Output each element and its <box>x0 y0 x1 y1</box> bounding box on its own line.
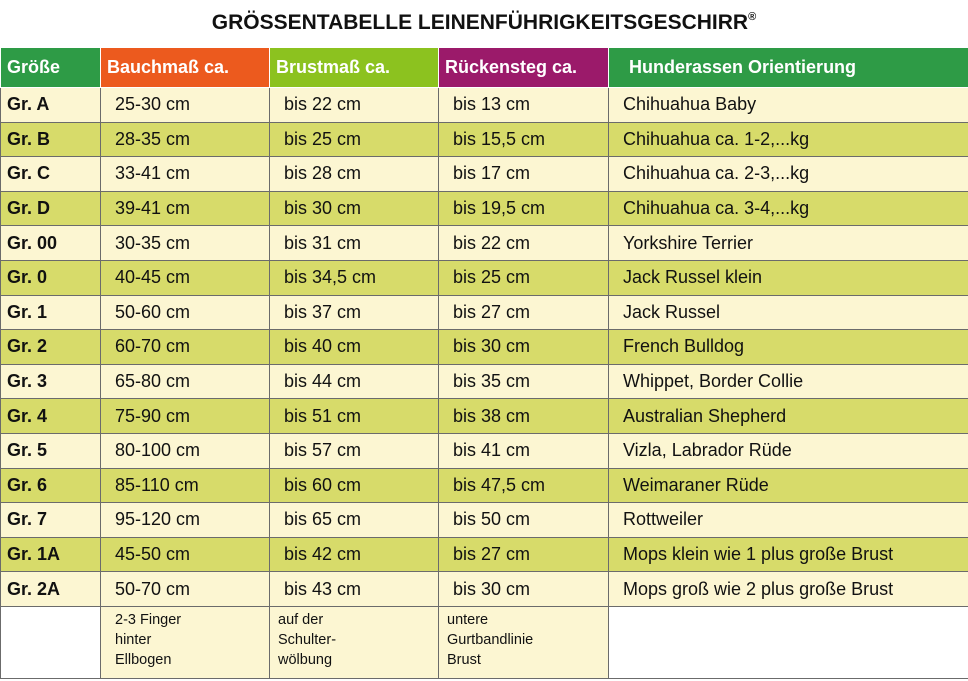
cell-belly: 50-60 cm <box>101 295 270 330</box>
cell-breed: Yorkshire Terrier <box>609 226 968 261</box>
cell-chest: bis 65 cm <box>270 503 439 538</box>
note-belly <box>101 606 270 678</box>
page-title <box>0 2 968 42</box>
cell-back: bis 47,5 cm <box>439 468 609 503</box>
cell-size: Gr. 3 <box>1 364 101 399</box>
cell-chest: bis 60 cm <box>270 468 439 503</box>
cell-breed: Chihuahua ca. 2-3,...kg <box>609 157 968 192</box>
cell-belly: 28-35 cm <box>101 122 270 157</box>
cell-breed: Chihuahua ca. 3-4,...kg <box>609 191 968 226</box>
table-row <box>1 191 968 226</box>
table-row <box>1 88 968 123</box>
cell-back: bis 27 cm <box>439 537 609 572</box>
cell-belly: 80-100 cm <box>101 433 270 468</box>
cell-size: Gr. A <box>1 88 101 123</box>
table-row <box>1 364 968 399</box>
note-line: auf der <box>278 611 324 628</box>
notes-empty-cell <box>609 606 968 678</box>
table-row <box>1 295 968 330</box>
cell-belly: 65-80 cm <box>101 364 270 399</box>
table-row <box>1 572 968 607</box>
note-line: Brust <box>447 651 481 668</box>
cell-size: Gr. D <box>1 191 101 226</box>
notes-row <box>1 606 968 678</box>
cell-back: bis 35 cm <box>439 364 609 399</box>
cell-back: bis 19,5 cm <box>439 191 609 226</box>
table-row <box>1 537 968 572</box>
header-row <box>1 48 968 88</box>
cell-back: bis 30 cm <box>439 572 609 607</box>
note-line: 2-3 Finger <box>115 611 182 628</box>
cell-chest: bis 57 cm <box>270 433 439 468</box>
table-row <box>1 260 968 295</box>
cell-chest: bis 30 cm <box>270 191 439 226</box>
cell-breed: Mops groß wie 2 plus große Brust <box>609 572 968 607</box>
cell-back: bis 30 cm <box>439 330 609 365</box>
cell-chest: bis 44 cm <box>270 364 439 399</box>
title-text: GRÖSSENTABELLE LEINENFÜHRIGKEITSGESCHIRR <box>211 11 749 34</box>
cell-breed: Rottweiler <box>609 503 968 538</box>
cell-belly: 75-90 cm <box>101 399 270 434</box>
cell-size: Gr. 4 <box>1 399 101 434</box>
cell-chest: bis 28 cm <box>270 157 439 192</box>
cell-chest: bis 42 cm <box>270 537 439 572</box>
notes-empty-cell <box>1 606 101 678</box>
header-belly: Bauchmaß ca. <box>101 48 270 88</box>
note-line: wölbung <box>278 651 333 668</box>
note-line: Gurtbandlinie <box>447 631 534 648</box>
table-row <box>1 330 968 365</box>
note-back <box>439 606 609 678</box>
cell-size: Gr. 00 <box>1 226 101 261</box>
note-line: Schulter- <box>278 631 337 648</box>
cell-back: bis 25 cm <box>439 260 609 295</box>
cell-back: bis 15,5 cm <box>439 122 609 157</box>
cell-size: Gr. 7 <box>1 503 101 538</box>
header-chest: Brustmaß ca. <box>270 48 439 88</box>
size-table <box>0 47 968 679</box>
cell-chest: bis 25 cm <box>270 122 439 157</box>
cell-breed: Chihuahua Baby <box>609 88 968 123</box>
cell-belly: 25-30 cm <box>101 88 270 123</box>
table-row <box>1 226 968 261</box>
cell-back: bis 41 cm <box>439 433 609 468</box>
cell-size: Gr. 6 <box>1 468 101 503</box>
note-chest <box>270 606 439 678</box>
cell-belly: 50-70 cm <box>101 572 270 607</box>
cell-breed: Jack Russel <box>609 295 968 330</box>
cell-back: bis 17 cm <box>439 157 609 192</box>
cell-size: Gr. 0 <box>1 260 101 295</box>
cell-breed: Chihuahua ca. 1-2,...kg <box>609 122 968 157</box>
cell-chest: bis 51 cm <box>270 399 439 434</box>
header-back: Rückensteg ca. <box>439 48 609 88</box>
cell-size: Gr. C <box>1 157 101 192</box>
cell-chest: bis 22 cm <box>270 88 439 123</box>
cell-breed: Mops klein wie 1 plus große Brust <box>609 537 968 572</box>
table-row <box>1 503 968 538</box>
cell-size: Gr. 1A <box>1 537 101 572</box>
cell-belly: 30-35 cm <box>101 226 270 261</box>
cell-size: Gr. 2 <box>1 330 101 365</box>
note-line: hinter <box>115 631 152 648</box>
cell-belly: 60-70 cm <box>101 330 270 365</box>
cell-back: bis 13 cm <box>439 88 609 123</box>
cell-breed: Weimaraner Rüde <box>609 468 968 503</box>
note-line: untere <box>447 611 489 628</box>
cell-breed: French Bulldog <box>609 330 968 365</box>
cell-breed: Whippet, Border Collie <box>609 364 968 399</box>
cell-chest: bis 31 cm <box>270 226 439 261</box>
cell-breed: Jack Russel klein <box>609 260 968 295</box>
note-line: Ellbogen <box>115 651 172 668</box>
cell-breed: Vizla, Labrador Rüde <box>609 433 968 468</box>
cell-chest: bis 43 cm <box>270 572 439 607</box>
header-size: Größe <box>1 48 101 88</box>
cell-chest: bis 37 cm <box>270 295 439 330</box>
table-row <box>1 468 968 503</box>
cell-chest: bis 40 cm <box>270 330 439 365</box>
registered-mark: ® <box>748 11 757 23</box>
cell-belly: 85-110 cm <box>101 468 270 503</box>
cell-chest: bis 34,5 cm <box>270 260 439 295</box>
table-row <box>1 433 968 468</box>
cell-belly: 40-45 cm <box>101 260 270 295</box>
cell-breed: Australian Shepherd <box>609 399 968 434</box>
cell-back: bis 27 cm <box>439 295 609 330</box>
cell-belly: 45-50 cm <box>101 537 270 572</box>
cell-belly: 33-41 cm <box>101 157 270 192</box>
cell-back: bis 22 cm <box>439 226 609 261</box>
cell-back: bis 50 cm <box>439 503 609 538</box>
table-row <box>1 157 968 192</box>
cell-belly: 39-41 cm <box>101 191 270 226</box>
cell-size: Gr. 2A <box>1 572 101 607</box>
cell-size: Gr. 1 <box>1 295 101 330</box>
cell-size: Gr. B <box>1 122 101 157</box>
table-row <box>1 122 968 157</box>
cell-back: bis 38 cm <box>439 399 609 434</box>
header-breeds: Hunderassen Orientierung <box>609 48 968 88</box>
cell-size: Gr. 5 <box>1 433 101 468</box>
table-row <box>1 399 968 434</box>
cell-belly: 95-120 cm <box>101 503 270 538</box>
